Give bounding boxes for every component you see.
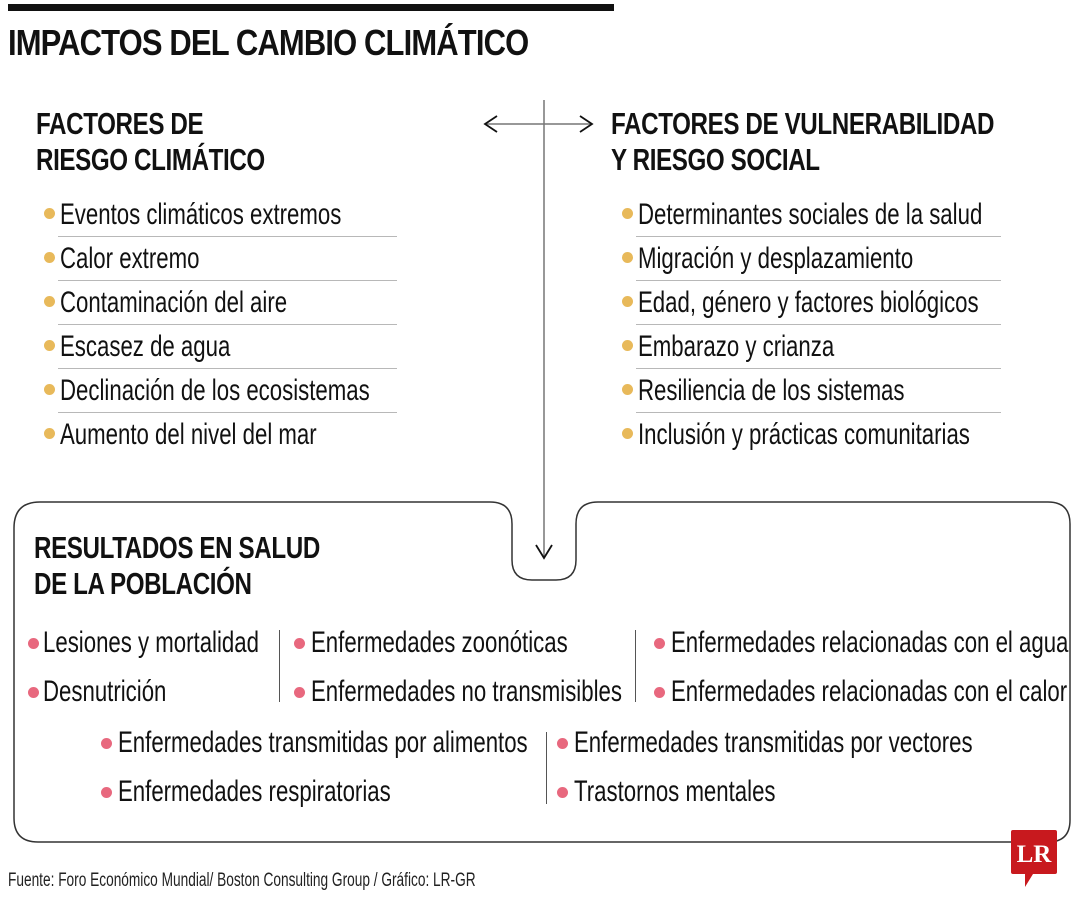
social-risk-title [611, 106, 994, 178]
bullet-dot-icon [622, 208, 633, 219]
outcome-item [294, 623, 658, 663]
outcome-label: Desnutrición [43, 675, 167, 708]
outcome-item [557, 772, 846, 812]
outcome-label: Enfermedades relacionadas con el agua [671, 626, 1069, 659]
page-title: IMPACTOS DEL CAMBIO CLIMÁTICO [8, 22, 529, 63]
svg-text:LR: LR [1016, 841, 1052, 868]
climate-risk-title [36, 106, 265, 178]
bullet-dot-icon [28, 638, 39, 649]
bullet-dot-icon [654, 687, 665, 698]
bullet-dot-icon [101, 787, 112, 798]
outcome-item [654, 672, 1080, 712]
list-item [618, 325, 1001, 369]
column-divider [279, 630, 280, 702]
bullet-dot-icon [294, 687, 305, 698]
item-label: Eventos climáticos extremos [60, 198, 342, 231]
item-label: Migración y desplazamiento [638, 242, 914, 275]
item-label: Resiliencia de los sistemas [638, 374, 905, 407]
lr-logo [1011, 830, 1057, 888]
bullet-dot-icon [44, 428, 55, 439]
bullet-dot-icon [28, 687, 39, 698]
outcome-label: Enfermedades relacionadas con el calor [671, 675, 1068, 708]
social-risk-title-line2: Y RIESGO SOCIAL [611, 142, 820, 177]
list-item [40, 281, 397, 325]
bullet-dot-icon [622, 252, 633, 263]
bullet-dot-icon [622, 428, 633, 439]
outcome-item [28, 623, 335, 663]
bullet-dot-icon [44, 296, 55, 307]
item-label: Aumento del nivel del mar [60, 418, 317, 451]
health-outcomes-title [34, 530, 320, 602]
bullet-dot-icon [44, 252, 55, 263]
item-label: Escasez de agua [60, 330, 231, 363]
outcome-item [101, 772, 487, 812]
bullet-dot-icon [557, 787, 568, 798]
outcome-label: Enfermedades respiratorias [118, 775, 391, 808]
outcome-label: Enfermedades no transmisibles [311, 675, 622, 708]
item-label: Declinación de los ecosistemas [60, 374, 370, 407]
item-label: Calor extremo [60, 242, 200, 275]
climate-risk-list [40, 193, 397, 457]
outcome-label: Lesiones y mortalidad [43, 626, 259, 659]
list-item [40, 193, 397, 237]
list-item [618, 369, 1001, 413]
bullet-dot-icon [101, 738, 112, 749]
list-item [618, 193, 1001, 237]
social-risk-list [618, 193, 1001, 457]
source-credit: Fuente: Foro Económico Mundial/ Boston Consulting Group / Gráfico: LR-GR [8, 870, 476, 891]
column-divider [635, 630, 636, 702]
bullet-dot-icon [44, 340, 55, 351]
bullet-dot-icon [654, 638, 665, 649]
bullet-dot-icon [622, 340, 633, 351]
bullet-dot-icon [622, 296, 633, 307]
list-item [618, 237, 1001, 281]
outcome-label: Trastornos mentales [574, 775, 776, 808]
item-label: Inclusión y prácticas comunitarias [638, 418, 970, 451]
outcome-item [557, 723, 1080, 763]
lr-logo-icon [1011, 830, 1057, 888]
health-outcomes-title-line1: RESULTADOS EN SALUD [34, 530, 320, 565]
social-risk-title-line1: FACTORES DE VULNERABILIDAD [611, 106, 995, 141]
item-label: Edad, género y factores biológicos [638, 286, 979, 319]
outcome-label: Enfermedades transmitidas por vectores [574, 726, 973, 759]
list-item [618, 281, 1001, 325]
list-item [40, 413, 397, 457]
climate-risk-title-line2: RIESGO CLIMÁTICO [36, 142, 265, 177]
bullet-dot-icon [44, 208, 55, 219]
column-divider [546, 732, 547, 804]
list-item [40, 369, 397, 413]
item-label: Determinantes sociales de la salud [638, 198, 983, 231]
outcome-label: Enfermedades zoonóticas [311, 626, 568, 659]
bullet-dot-icon [557, 738, 568, 749]
list-item [40, 325, 397, 369]
health-outcomes-title-line2: DE LA POBLACIÓN [34, 566, 252, 601]
bullet-dot-icon [294, 638, 305, 649]
climate-risk-title-line1: FACTORES DE [36, 106, 204, 141]
outcome-item [28, 672, 210, 712]
item-label: Contaminación del aire [60, 286, 288, 319]
item-label: Embarazo y crianza [638, 330, 835, 363]
list-item [40, 237, 397, 281]
bullet-dot-icon [44, 384, 55, 395]
outcome-item [654, 623, 1080, 663]
outcome-label: Enfermedades transmitidas por alimentos [118, 726, 528, 759]
bullet-dot-icon [622, 384, 633, 395]
list-item [618, 413, 1001, 457]
